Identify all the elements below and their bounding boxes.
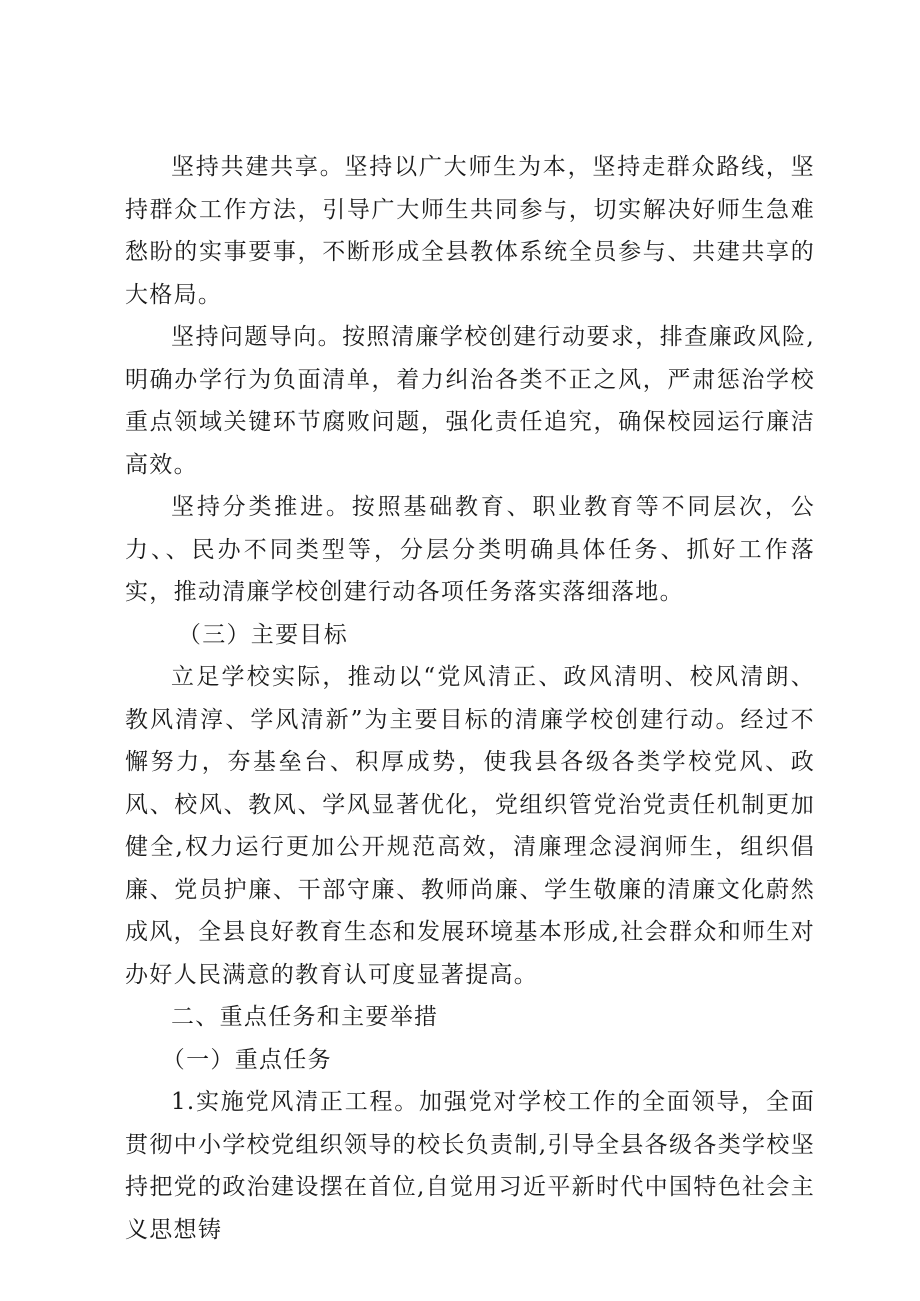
- paragraph-gongjian-gongxiang: 坚持共建共享。坚持以广大师生为本，坚持走群众路线，坚持群众工作方法，引导广大师生共同参与，切实解决好师生急难愁盼的实事要事，不断形成全县教体系统全员参与、共建共享的大格局。: [125, 154, 815, 308]
- paragraph-fenlei-tuijin: 坚持分类推进。按照基础教育、职业教育等不同层次，公力、、民办不同类型等，分层分类明确具体任务、抓好工作落实，推动清廉学校创建行动各项任务落实落细落地。: [125, 494, 815, 605]
- section-heading-key-tasks: （一）重点任务: [161, 1046, 332, 1073]
- document-body: [125, 146, 815, 1251]
- section-heading-key-tasks-measures: 二、重点任务和主要举措: [171, 1004, 439, 1030]
- paragraph-main-goals: 立足学校实际，推动以“党风清正、政风清明、校风清朗、教风清淳、学风清新”为主要目标的清廉学校创建行动。经过不懈努力，夯基垒台、积厚成势，使我县各级各类学校党风、政风、校风、教风、学风显著优化，党组织管党治党责任机制更加健全,权力运行更加公开规范高效，清廉理念浸润师生，组织倡廉、党员护廉、干部守廉、教师尚廉、学生敬廉的清廉文化蔚然成风，全县良好教育生态和发展环境基本形成,社会群众和师生对办好人民满意的教育认可度显著提高。: [125, 664, 815, 988]
- section-heading-main-goals: （三）主要目标: [177, 621, 348, 648]
- paragraph-wenti-daoxiang: 坚持问题导向。按照清廉学校创建行动要求，排查廉政风险,明确办学行为负面清单，着力纠治各类不正之风，严肃惩治学校重点领域关键环节腐败问题，强化责任追究，确保校园运行廉洁高效。: [125, 324, 815, 478]
- paragraph-task-1: 1.实施党风清正工程。加强党对学校工作的全面领导，全面贯彻中小学校党组织领导的校长负责制,引导全县各级各类学校坚持把党的政治建设摆在首位,自觉用习近平新时代中国特色社会主义思想铸: [125, 1089, 815, 1243]
